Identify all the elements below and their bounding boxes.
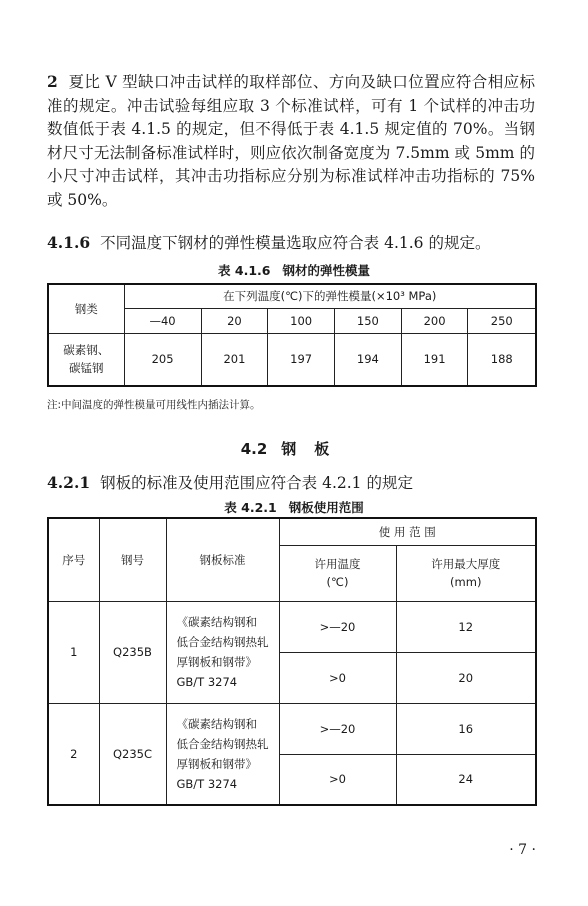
header-seq: 序号 <box>48 518 99 601</box>
table-note: 注:中间温度的弹性模量可用线性内插法计算。 <box>47 399 261 411</box>
caption-title: 钢板使用范围 <box>288 500 364 515</box>
standard-line: GB/T 3274 <box>176 675 238 689</box>
grade-cell: Q235C <box>99 703 166 805</box>
thickness-cell: 16 <box>396 703 536 754</box>
table-4-1-6 <box>47 283 537 387</box>
temperature-cell: >—20 <box>279 703 396 754</box>
standard-line: 《碳素结构钢和 <box>176 716 257 731</box>
header-thickness-unit: (mm) <box>450 575 482 589</box>
modulus-cell: 197 <box>268 333 335 386</box>
page-number: · 7 · <box>509 842 536 858</box>
header-thickness-label: 许用最大厚度 <box>431 557 501 571</box>
header-temperature-unit: (℃) <box>326 575 349 589</box>
row-label: 碳素钢、碳锰钢 <box>48 333 124 386</box>
temperature-cell: 150 <box>335 308 402 333</box>
header-standard: 钢板标准 <box>166 518 279 601</box>
table-4-2-1 <box>47 517 537 806</box>
caption-number: 表 4.1.6 <box>218 263 271 278</box>
temperature-cell: 20 <box>201 308 268 333</box>
standard-line: GB/T 3274 <box>176 776 238 791</box>
clause-4-2-1 <box>47 471 413 495</box>
caption-number: 表 4.2.1 <box>224 500 277 515</box>
header-temperature <box>279 545 396 601</box>
thickness-cell: 20 <box>396 652 536 703</box>
grade-cell: Q235B <box>99 601 166 703</box>
thickness-cell: 24 <box>396 754 536 805</box>
section-title <box>0 438 588 459</box>
temperature-cell: >0 <box>279 754 396 805</box>
modulus-cell: 188 <box>468 333 536 386</box>
clause-number: 4.1.6 <box>47 233 91 252</box>
table-row <box>48 601 536 652</box>
standard-cell <box>166 601 279 703</box>
caption-title: 钢材的弹性模量 <box>282 263 370 278</box>
header-steel-type: 钢类 <box>48 284 124 333</box>
table-row <box>48 703 536 754</box>
thickness-cell: 12 <box>396 601 536 652</box>
temperature-cell: 200 <box>401 308 468 333</box>
seq-cell: 2 <box>48 703 99 805</box>
table-4-1-6-caption <box>0 261 588 279</box>
modulus-cell: 191 <box>401 333 468 386</box>
modulus-cell: 194 <box>335 333 402 386</box>
temperature-cell: >—20 <box>279 601 396 652</box>
standard-line: 厚钢板和钢带》 <box>176 655 257 669</box>
section-name: 钢板 <box>281 440 348 458</box>
table-4-2-1-caption <box>0 498 588 516</box>
seq-cell: 1 <box>48 601 99 703</box>
modulus-cell: 201 <box>201 333 268 386</box>
modulus-cell: 205 <box>124 333 201 386</box>
temperature-cell: 250 <box>468 308 536 333</box>
standard-line: 低合金结构钢热轧 <box>176 635 269 649</box>
section-number: 4.2 <box>240 440 268 458</box>
temperature-cell: >0 <box>279 652 396 703</box>
paragraph-2 <box>47 70 535 212</box>
temperature-cell: —40 <box>124 308 201 333</box>
header-temperature-group: 在下列温度(℃)下的弹性模量(×10³ MPa) <box>124 284 536 308</box>
temperature-cell: 100 <box>268 308 335 333</box>
standard-line: 厚钢板和钢带》 <box>176 756 257 771</box>
clause-text: 不同温度下钢材的弹性模量选取应符合表 4.1.6 的规定。 <box>100 234 491 252</box>
paragraph-number: 2 <box>47 72 58 91</box>
standard-line: 低合金结构钢热轧 <box>176 736 269 751</box>
header-scope: 使 用 范 围 <box>279 518 536 545</box>
header-temperature-label: 许用温度 <box>314 557 361 571</box>
standard-cell <box>166 703 279 805</box>
clause-text: 钢板的标准及使用范围应符合表 4.2.1 的规定 <box>100 474 413 492</box>
paragraph-text: 夏比 V 型缺口冲击试样的取样部位、方向及缺口位置应符合相应标准的规定。冲击试验每组应取 3 个标准试样，可有 1 个试样的冲击功数值低于表 4.1.5 的规定，但不得低于表 4.1.5 规定值的 70%。当钢材尺寸无法制备标准试样时，则应依次制备宽度为 7.5mm 或 5mm 的小尺寸冲击试样，其冲击功指标应分别为标准试样冲击功指标的 75%或 50%。 <box>47 73 535 209</box>
clause-4-1-6 <box>47 231 490 255</box>
header-thickness <box>396 545 536 601</box>
header-grade: 钢号 <box>99 518 166 601</box>
standard-line: 《碳素结构钢和 <box>176 615 257 629</box>
clause-number: 4.2.1 <box>47 473 91 492</box>
